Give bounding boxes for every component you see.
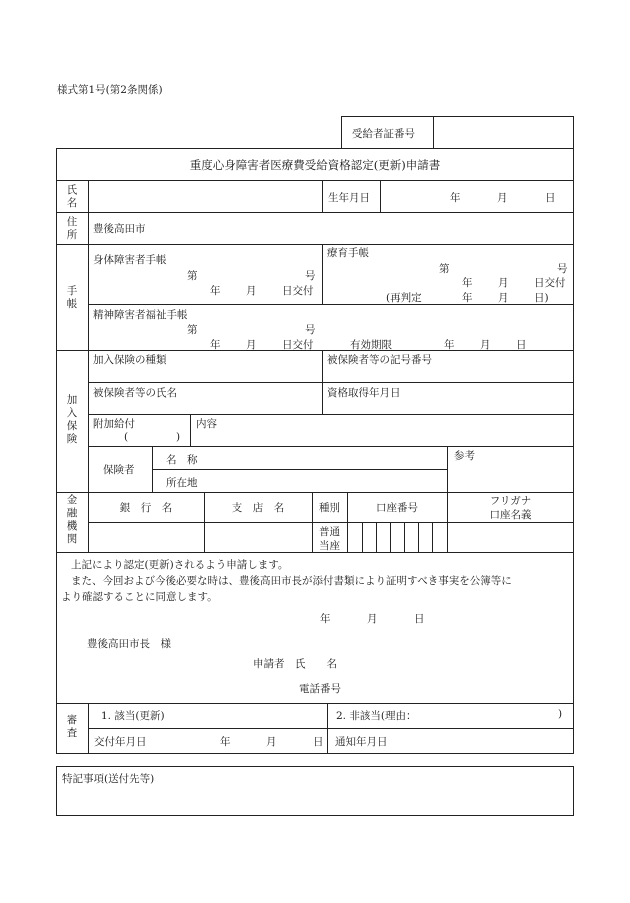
mental-notebook-title: 精神障害者福祉手帳 xyxy=(93,309,188,321)
ryoiku-notebook-title: 療育手帳 xyxy=(327,247,369,259)
mental-dai: 第 xyxy=(187,324,198,336)
address-value[interactable]: 豊後高田市 xyxy=(93,223,146,235)
declaration-year: 年 xyxy=(320,613,331,625)
issue-year: 年 xyxy=(220,736,231,748)
mental-go: 号 xyxy=(305,324,316,336)
branch-name-field[interactable] xyxy=(206,524,310,550)
birth-year-unit: 年 xyxy=(450,192,461,204)
ryoiku-rejudge-year: 年 xyxy=(462,292,473,304)
branch-name-header: 支 店 名 xyxy=(231,502,285,514)
declaration-month: 月 xyxy=(367,613,378,625)
review-close-paren: ) xyxy=(558,708,563,720)
ryoiku-month: 月 xyxy=(498,277,509,289)
insurer-label: 保険者 xyxy=(103,464,135,476)
account-holder-field[interactable] xyxy=(449,524,571,550)
addon-content-label: 内容 xyxy=(196,418,217,430)
physical-issued: 日交付 xyxy=(282,285,314,297)
account-type-toza[interactable]: 当座 xyxy=(319,540,340,552)
mental-valid-month: 月 xyxy=(480,339,491,351)
addon-label: 附加給付 xyxy=(93,418,135,430)
insurance-type-label: 加入保険の種類 xyxy=(93,354,167,366)
account-holder-header: 口座名義 xyxy=(489,509,532,521)
name-label: 氏名 xyxy=(66,184,78,209)
insurer-address-label: 所在地 xyxy=(166,477,198,489)
recipient-number-field[interactable] xyxy=(436,118,570,146)
declaration-day: 日 xyxy=(414,613,425,625)
physical-notebook-title: 身体障害者手帳 xyxy=(93,254,167,266)
mental-month: 月 xyxy=(246,339,257,351)
applicant-name-field[interactable] xyxy=(360,652,560,672)
ryoiku-issued: 日交付 xyxy=(534,277,566,289)
birth-date-field[interactable] xyxy=(383,183,571,209)
birth-day-unit: 日 xyxy=(545,192,556,204)
ryoiku-dai: 第 xyxy=(439,263,450,275)
issue-date-label: 交付年月日 xyxy=(94,736,147,748)
acquired-date-label: 資格取得年月日 xyxy=(327,387,401,399)
insured-name-label: 被保険者等の氏名 xyxy=(93,387,177,399)
insurer-name-label: 名 称 xyxy=(166,454,198,466)
insurance-notes-label: 参考 xyxy=(454,450,475,462)
account-number-field[interactable] xyxy=(348,523,446,551)
mental-valid-year: 年 xyxy=(444,339,455,351)
physical-go: 号 xyxy=(305,270,316,282)
declaration-line-3: より確認することに同意します。 xyxy=(61,591,218,603)
ryoiku-rejudge: (再判定 xyxy=(386,292,422,304)
bank-name-header: 銀 行 名 xyxy=(119,502,173,514)
mental-issued: 日交付 xyxy=(282,339,314,351)
birth-label: 生年月日 xyxy=(328,192,370,204)
bank-label: 金融機関 xyxy=(66,494,78,545)
form-number: 様式第1号(第2条関係) xyxy=(57,84,163,96)
insurance-label: 加入保険 xyxy=(66,394,78,445)
recipient-number-label: 受給者証番号 xyxy=(352,128,415,140)
ryoiku-rejudge-month: 月 xyxy=(498,292,509,304)
declaration-line-1: 上記により認定(更新)されるよう申請します。 xyxy=(71,559,289,571)
phone-field[interactable] xyxy=(360,677,560,697)
address-label: 住所 xyxy=(66,216,78,241)
mental-year: 年 xyxy=(210,339,221,351)
review-not-applicable[interactable]: 2. 非該当(理由： xyxy=(336,710,417,722)
ryoiku-rejudge-day: 日) xyxy=(534,292,549,304)
ryoiku-year: 年 xyxy=(462,277,473,289)
account-number-header: 口座番号 xyxy=(376,502,418,514)
special-notes-label: 特記事項(送付先等) xyxy=(62,773,155,785)
applicant-name-label: 申請者 氏 名 xyxy=(253,658,337,670)
physical-month: 月 xyxy=(246,285,257,297)
form-title: 重度心身障害者医療費受給資格認定(更新)申請書 xyxy=(189,158,441,172)
furigana-header: フリガナ xyxy=(489,495,532,507)
insured-symbol-label: 被保険者等の記号番号 xyxy=(327,354,432,366)
name-field[interactable] xyxy=(91,183,319,209)
declaration-line-2: また、今回および今後必要な時は、豊後高田市長が添付書類により証明すべき事実を公簿等に xyxy=(71,575,512,587)
notice-date-label: 通知年月日 xyxy=(335,736,388,748)
physical-dai: 第 xyxy=(187,270,198,282)
account-type-futsu[interactable]: 普通 xyxy=(319,526,340,538)
bank-name-field[interactable] xyxy=(90,524,202,550)
addon-paren-close: ) xyxy=(176,431,181,443)
account-type-header: 種別 xyxy=(319,502,340,514)
physical-year: 年 xyxy=(210,285,221,297)
addressee: 豊後高田市長 様 xyxy=(87,638,171,650)
notebook-label: 手帳 xyxy=(66,285,78,310)
mental-valid-label: 有効期限 xyxy=(350,339,392,351)
review-label: 審査 xyxy=(66,714,78,739)
addon-paren-open: ( xyxy=(124,431,129,443)
issue-month: 月 xyxy=(266,736,277,748)
birth-month-unit: 月 xyxy=(497,192,508,204)
review-applicable[interactable]: 1. 該当(更新) xyxy=(101,710,165,722)
issue-day: 日 xyxy=(313,736,324,748)
ryoiku-go: 号 xyxy=(557,263,568,275)
mental-valid-day: 日 xyxy=(516,339,527,351)
phone-label: 電話番号 xyxy=(299,683,341,695)
